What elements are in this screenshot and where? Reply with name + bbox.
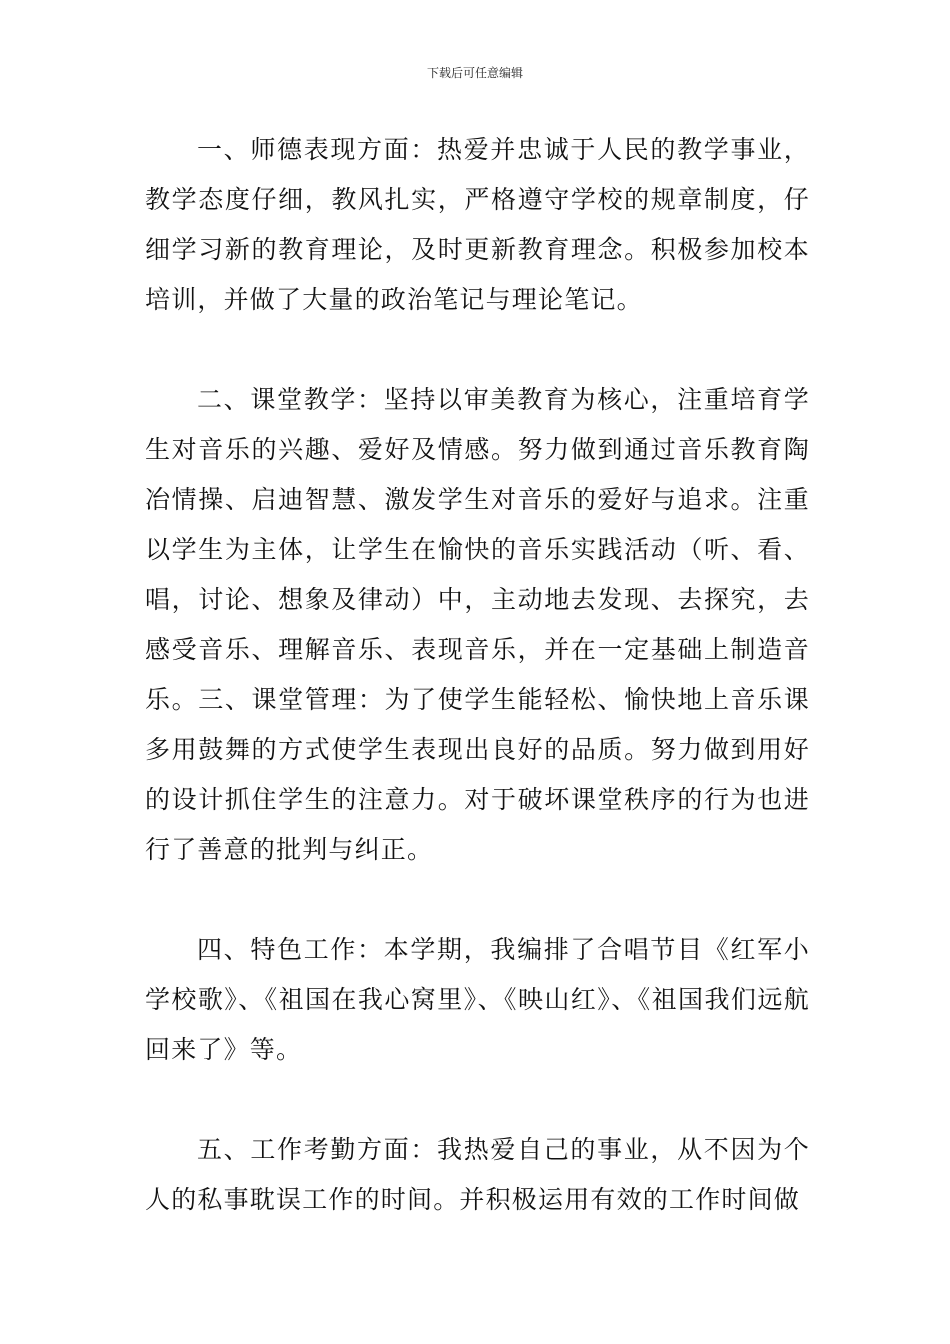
paragraph-classroom-teaching: 二、课堂教学：坚持以审美教育为核心，注重培育学生对音乐的兴趣、爱好及情感。努力做到通过音乐教育陶冶情操、启迪智慧、激发学生对音乐的爱好与追求。注重以学生为主体，让学生在愉快的音乐实践活动（听、看、唱，讨论、想象及律动）中，主动地去发现、去探究，去感受音乐、理解音乐、表现音乐，并在一定基础上制造音乐。三、课堂管理：为了使学生能轻松、愉快地上音乐课多用鼓舞的方式使学生表现出良好的品质。努力做到用好的设计抓住学生的注意力。对于破坏课堂秩序的行为也进行了善意的批判与纠正。 — [145, 385, 810, 864]
document-body — [145, 125, 810, 1225]
paragraph-special-work: 四、特色工作：本学期，我编排了合唱节目《红军小学校歌》、《祖国在我心窝里》、《映山红》、《祖国我们远航回来了》等。 — [145, 935, 810, 1064]
page-header: 下载后可任意编辑 — [426, 66, 523, 80]
paragraph-attendance: 五、工作考勤方面：我热爱自己的事业，从不因为个人的私事耽误工作的时间。并积极运用有效的工作时间做 — [145, 1135, 810, 1214]
paragraph-teacher-ethics: 一、师德表现方面：热爱并忠诚于人民的教学事业，教学态度仔细，教风扎实，严格遵守学校的规章制度，仔细学习新的教育理论，及时更新教育理念。积极参加校本培训，并做了大量的政治笔记与理论笔记。 — [145, 135, 810, 314]
